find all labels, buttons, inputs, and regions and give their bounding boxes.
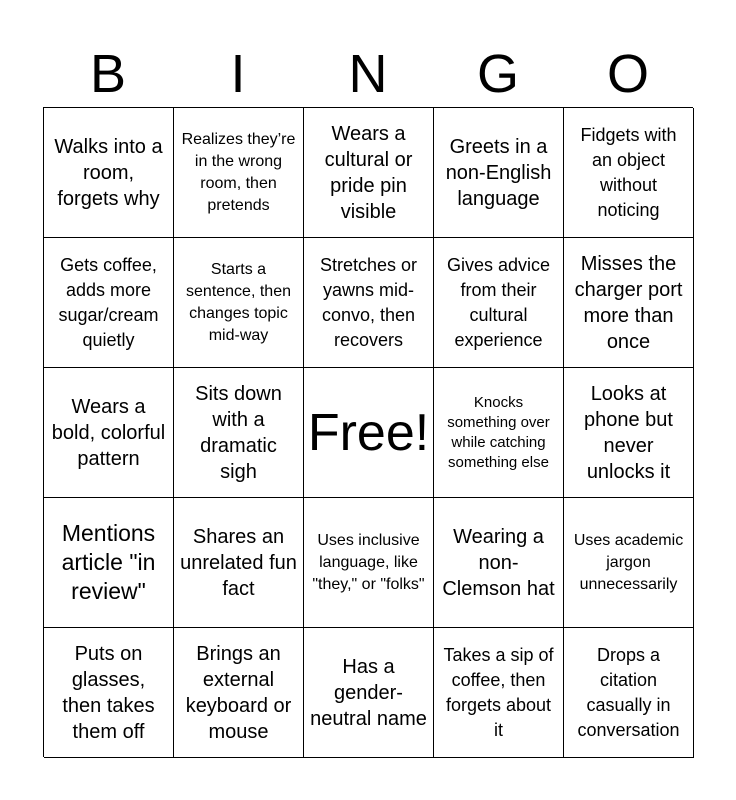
bingo-cell[interactable]: [564, 368, 694, 498]
cell-text: Drops a citation casually in conversation: [577, 644, 680, 740]
cell-text: Stretches or yawns mid-convo, then recovers: [319, 254, 418, 350]
bingo-cell[interactable]: [434, 368, 564, 498]
cell-text: Brings an external keyboard or mouse: [185, 642, 292, 743]
cell-text: Uses academic jargon unnecessarily: [573, 531, 684, 593]
bingo-cell[interactable]: [44, 628, 174, 758]
cell-text: Misses the charger port more than once: [574, 252, 683, 353]
bingo-cell[interactable]: [174, 108, 304, 238]
cell-text: Greets in a non-English language: [445, 135, 552, 210]
cell-text: Takes a sip of coffee, then forgets about it: [443, 644, 554, 740]
bingo-cell[interactable]: [564, 108, 694, 238]
cell-text: Knocks something over while catching something else: [447, 393, 550, 471]
cell-text: Has a gender-neutral name: [310, 655, 427, 730]
cell-text: Wearing a non-Clemson hat: [442, 525, 555, 600]
cell-text: Wears a bold, colorful pattern: [51, 395, 166, 470]
bingo-cell[interactable]: [44, 498, 174, 628]
bingo-cell[interactable]: [564, 238, 694, 368]
free-space-cell[interactable]: [304, 368, 434, 498]
bingo-cell[interactable]: [174, 238, 304, 368]
bingo-grid: [43, 107, 693, 757]
cell-text: Gives advice from their cultural experience: [446, 254, 551, 350]
bingo-cell[interactable]: [304, 108, 434, 238]
cell-text: Looks at phone but never unlocks it: [584, 382, 673, 483]
cell-text: Walks into a room, forgets why: [54, 135, 163, 210]
cell-text: Realizes they’re in the wrong room, then pretends: [181, 130, 296, 214]
header-letter-o: O: [606, 44, 649, 104]
bingo-cell[interactable]: [44, 368, 174, 498]
bingo-cell[interactable]: [44, 238, 174, 368]
bingo-cell[interactable]: [174, 368, 304, 498]
header-letter-g: G: [476, 44, 519, 104]
cell-text: Puts on glasses, then takes them off: [62, 642, 155, 743]
header-letter-n: N: [348, 44, 388, 104]
cell-text: Gets coffee, adds more sugar/cream quietly: [58, 254, 159, 350]
cell-text: Shares an unrelated fun fact: [180, 525, 297, 600]
cell-text: Uses inclusive language, like "they," or "folks": [312, 531, 425, 593]
cell-text: Free!: [307, 403, 430, 462]
cell-text: Sits down with a dramatic sigh: [195, 382, 282, 483]
cell-text: Wears a cultural or pride pin visible: [324, 122, 413, 223]
header-letter-i: I: [230, 44, 246, 104]
header-letter-b: B: [89, 44, 127, 104]
bingo-cell[interactable]: [174, 628, 304, 758]
bingo-header: [43, 40, 693, 108]
bingo-cell[interactable]: [434, 498, 564, 628]
bingo-cell[interactable]: [174, 498, 304, 628]
bingo-cell[interactable]: [434, 628, 564, 758]
bingo-cell[interactable]: [434, 108, 564, 238]
bingo-cell[interactable]: [304, 238, 434, 368]
bingo-cell[interactable]: [44, 108, 174, 238]
bingo-cell[interactable]: [304, 628, 434, 758]
cell-text: Mentions article "in review": [61, 520, 156, 604]
bingo-cell[interactable]: [564, 498, 694, 628]
cell-text: Starts a sentence, then changes topic mid-way: [186, 260, 291, 344]
bingo-cell[interactable]: [304, 498, 434, 628]
cell-text: Fidgets with an object without noticing: [580, 124, 677, 220]
bingo-cell[interactable]: [434, 238, 564, 368]
bingo-cell[interactable]: [564, 628, 694, 758]
